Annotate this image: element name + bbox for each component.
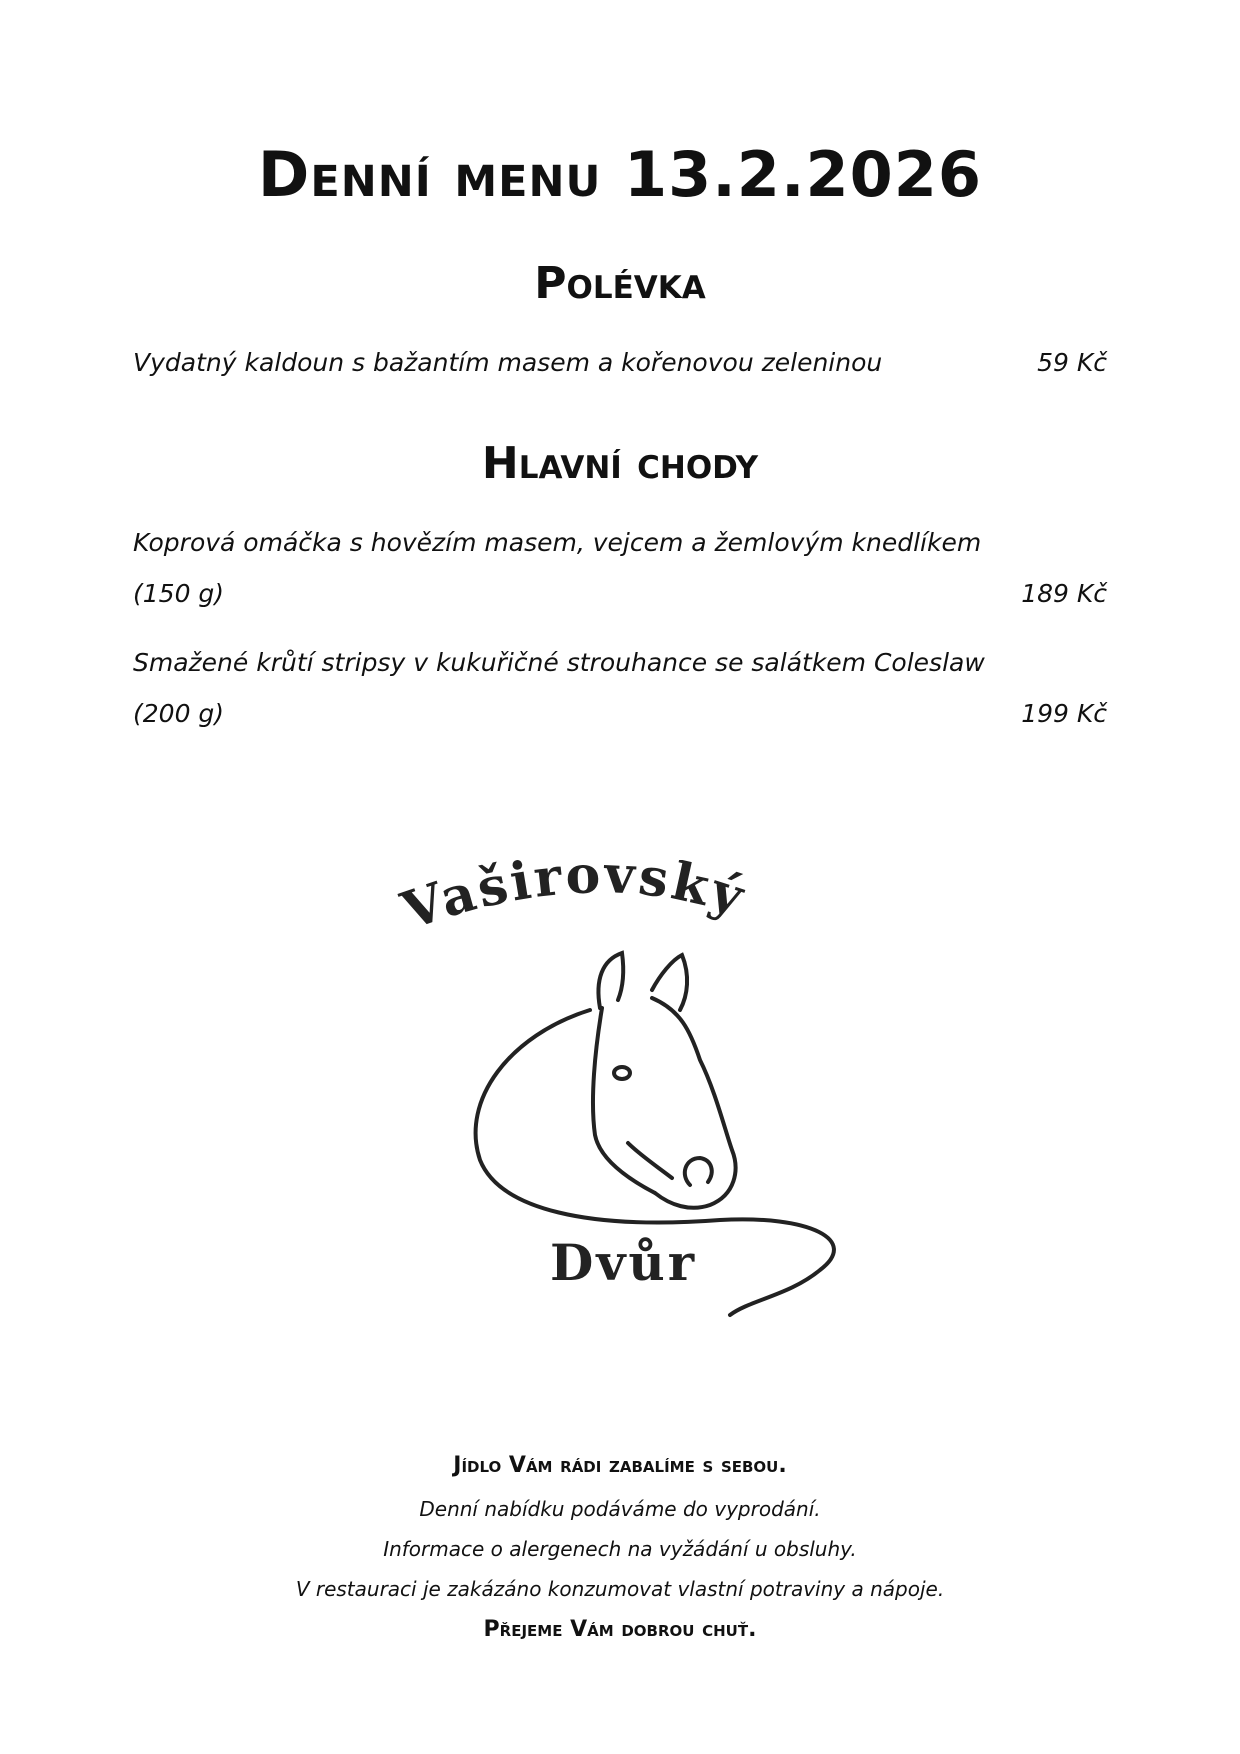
footer-bon-appetit: Přejeme Vám dobrou chuť.	[483, 1617, 757, 1642]
item-name: Smažené krůtí stripsy v kukuřičné strouhance se salátkem Coleslaw	[133, 648, 985, 677]
footer-sold-out: Denní nabídku podáváme do vyprodání.	[419, 1497, 821, 1521]
section-title-soup: Polévka	[534, 258, 706, 309]
logo-top-text: Vaširovský	[394, 860, 754, 943]
section-title-main-courses: Hlavní chody	[481, 438, 759, 489]
item-price: 199 Kč	[1021, 699, 1107, 728]
page-title: Denní menu 13.2.2026	[257, 138, 983, 211]
svg-text:Vaširovský	[394, 860, 754, 942]
item-price: 189 Kč	[1021, 579, 1107, 608]
footer-takeaway: Jídlo Vám rádi zabalíme s sebou.	[453, 1453, 787, 1478]
item-portion: (200 g)	[133, 699, 225, 728]
restaurant-logo	[390, 860, 860, 1330]
logo-bottom-text: Dvůr	[550, 1233, 698, 1292]
item-name: Vydatný kaldoun s bažantím masem a kořenovou zeleninou	[133, 348, 883, 377]
item-portion: (150 g)	[133, 579, 225, 608]
footer-own-food-ban: V restauraci je zakázáno konzumovat vlastní potraviny a nápoje.	[295, 1577, 945, 1601]
item-name: Koprová omáčka s hovězím masem, vejcem a žemlovým knedlíkem	[133, 528, 982, 557]
menu-item-main-2	[133, 648, 1107, 728]
horse-head-icon	[390, 860, 860, 1330]
menu-item-soup	[133, 348, 1107, 377]
footer-allergens: Informace o alergenech na vyžádání u obsluhy.	[383, 1537, 857, 1561]
item-price: 59 Kč	[1037, 348, 1107, 377]
menu-item-main-1	[133, 528, 1107, 608]
